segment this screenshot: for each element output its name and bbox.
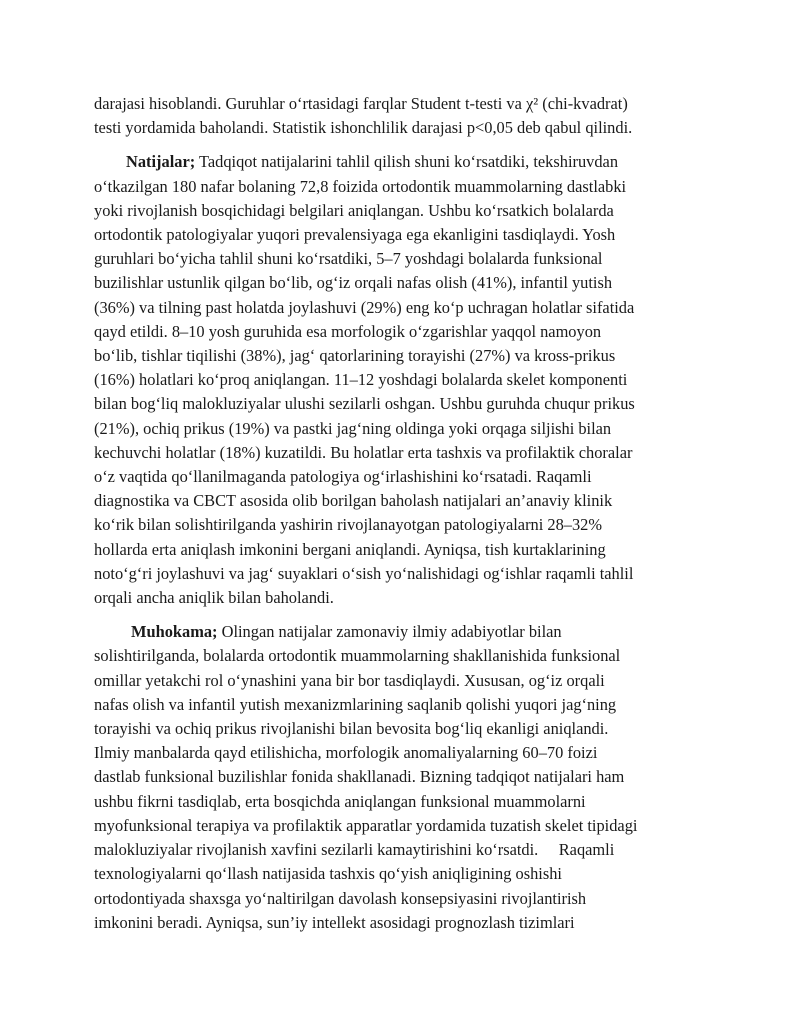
text-line: myofunksional terapiya va profilaktik apparatlar yordamida tuzatish skelet tipidagi	[94, 815, 638, 835]
text-line: bilan bog‘liq malokluziyalar ulushi sezilarli oshgan. Ushbu guruhda chuqur prikus	[94, 394, 635, 414]
text-line: noto‘g‘ri joylashuvi va jag‘ suyaklari o‘sish yo‘nalishidagi og‘ishlar raqamli tahlil	[94, 563, 634, 583]
text-line: orqali ancha aniqlik bilan baholandi.	[94, 588, 334, 608]
text-line: ortodontik patologiyalar yuqori prevalensiyaga ega ekanligini tasdiqlaydi. Yosh	[94, 225, 616, 245]
text-line: ortodontiyada shaxsga yo‘naltirilgan davolash konsepsiyasini rivojlantirish	[94, 888, 587, 908]
text-line: bo‘lib, tishlar tiqilishi (38%), jag‘ qatorlarining torayishi (27%) va kross-prikus	[94, 346, 616, 366]
paragraph-methods-end	[94, 92, 716, 140]
text-line: guruhlari bo‘yicha tahlil shuni ko‘rsatdiki, 5–7 yoshdagi bolalarda funksional	[94, 249, 603, 269]
results-heading: Natijalar;	[126, 152, 196, 172]
text-line: diagnostika va CBCT asosida olib borilgan baholash natijalari an’anaviy klinik	[94, 491, 613, 511]
document-page	[94, 92, 716, 935]
text-line: solishtirilganda, bolalarda ortodontik muammolarning shakllanishida funksional	[94, 646, 621, 666]
text-line: hollarda erta aniqlash imkonini bergani aniqlandi. Ayniqsa, tish kurtaklarining	[94, 539, 606, 559]
text-line: imkonini beradi. Ayniqsa, sun’iy intellekt asosidagi prognozlash tizimlari	[94, 912, 575, 932]
text-line: dastlab funksional buzilishlar fonida shakllanadi. Bizning tadqiqot natijalari ham	[94, 767, 625, 787]
text-span: Olingan natijalar zamonaviy ilmiy adabiyotlar bilan	[217, 622, 562, 642]
text-line: o‘z vaqtida qo‘llanilmaganda patologiya og‘irlashishini ko‘rsatadi. Raqamli	[94, 467, 592, 487]
text-line: (16%) holatlari ko‘proq aniqlangan. 11–12 yoshdagi bolalarda skelet komponenti	[94, 370, 628, 390]
text-line: (36%) va tilning past holatda joylashuvi (29%) eng ko‘p uchragan holatlar sifatida	[94, 297, 635, 317]
text-line: buzilishlar ustunlik qilgan bo‘lib, og‘iz orqali nafas olish (41%), infantil yutish	[94, 273, 613, 293]
text-line: qayd etildi. 8–10 yosh guruhida esa morfologik o‘zgarishlar yaqqol namoyon	[94, 321, 602, 341]
discussion-heading: Muhokama;	[131, 622, 218, 642]
text-line: Ilmiy manbalarda qayd etilishicha, morfologik anomaliyalarning 60–70 foizi	[94, 743, 598, 763]
text-line: nafas olish va infantil yutish mexanizmlarining saqlanib qolishi yuqori jag‘ning	[94, 694, 617, 714]
text-line: darajasi hisoblandi. Guruhlar o‘rtasidagi farqlar Student t-testi va χ² (chi-kvadrat)	[94, 94, 628, 113]
text-line: malokluziyalar rivojlanish xavfini sezilarli kamaytirishini ko‘rsatdi. Raqamli	[94, 840, 615, 860]
paragraph-results	[94, 150, 716, 610]
text-line: torayishi va ochiq prikus rivojlanishi bilan bevosita bog‘liq ekanligi aniqlandi.	[94, 719, 609, 739]
text-line: testi yordamida baholandi. Statistik ishonchlilik darajasi p<0,05 deb qabul qilindi.	[94, 118, 633, 138]
text-line: o‘tkazilgan 180 nafar bolaning 72,8 foizida ortodontik muammolarning dastlabki	[94, 176, 627, 196]
text-line: (21%), ochiq prikus (19%) va pastki jag‘ning oldinga yoki orqaga siljishi bilan	[94, 418, 612, 438]
text-span: Tadqiqot natijalarini tahlil qilish shuni ko‘rsatdiki, tekshiruvdan	[195, 152, 619, 172]
text-line: texnologiyalarni qo‘llash natijasida tashxis qo‘yish aniqligining oshishi	[94, 864, 562, 884]
text-line: ko‘rik bilan solishtirilganda yashirin rivojlanayotgan patologiyalarni 28–32%	[94, 515, 603, 535]
text-line	[94, 150, 716, 174]
paragraph-discussion	[94, 620, 716, 935]
text-line	[94, 620, 716, 644]
text-line: yoki rivojlanish bosqichidagi belgilari aniqlangan. Ushbu ko‘rsatkich bolalarda	[94, 200, 614, 220]
text-line: ushbu fikrni tasdiqlab, erta bosqichda aniqlangan funksional muammolarni	[94, 791, 586, 811]
text-line: kechuvchi holatlar (18%) kuzatildi. Bu holatlar erta tashxis va profilaktik choralar	[94, 442, 633, 462]
text-line: omillar yetakchi rol o‘ynashini yana bir bor tasdiqlaydi. Xususan, og‘iz orqali	[94, 670, 605, 690]
